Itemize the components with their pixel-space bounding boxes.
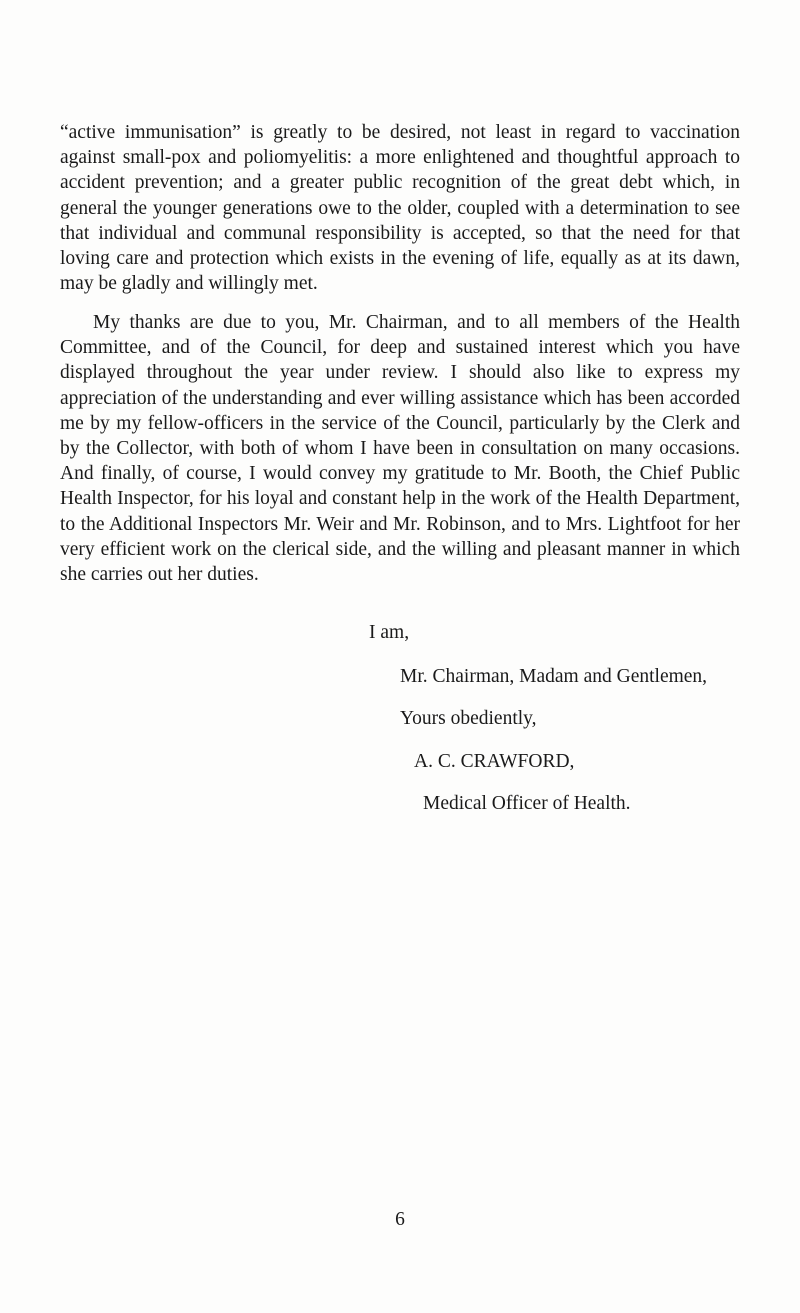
- signatory-name: A. C. CRAWFORD,: [414, 751, 575, 772]
- paragraph-text: “active immunisation” is greatly to be desired, not least in regard to vaccination against small-pox and poliomyelitis: a more enlightened and thoughtful approach to accident prevention; and a greater public recognition of the great debt which, in general the younger generations owe to the older, coupled with a determination to see that individual and communal responsibility is accepted, so that the need for that loving care and protection which exists in the evening of life, equally as at its dawn, may be gladly and willingly met.: [60, 122, 740, 295]
- body-paragraph-2: [60, 310, 740, 587]
- page-number: 6: [395, 1209, 405, 1230]
- paragraph-text: My thanks are due to you, Mr. Chairman, and to all members of the Health Committee, and of the Council, for deep and sustained interest which you have displayed throughout the year under review. I should also like to express my appreciation of the understanding and ever willing assistance which has been accorded me by my fellow-officers in the service of the Council, particularly by the Clerk and by the Collector, with both of whom I have been in consultation on many occasions. And finally, of course, I would convey my gratitude to Mr. Booth, the Chief Public Health Inspector, for his loyal and constant help in the work of the Health Department, to the Additional Inspectors Mr. Weir and Mr. Robinson, and to Mrs. Lightfoot for her very efficient work on the clerical side, and the willing and pleasant manner in which she carries out her duties.: [60, 312, 740, 586]
- closing-greeting: I am,: [369, 622, 410, 643]
- body-paragraph-1: [60, 120, 740, 296]
- closing-salutation: Mr. Chairman, Madam and Gentlemen,: [400, 666, 708, 687]
- signatory-title: Medical Officer of Health.: [423, 793, 631, 814]
- complimentary-close: Yours obediently,: [400, 708, 537, 729]
